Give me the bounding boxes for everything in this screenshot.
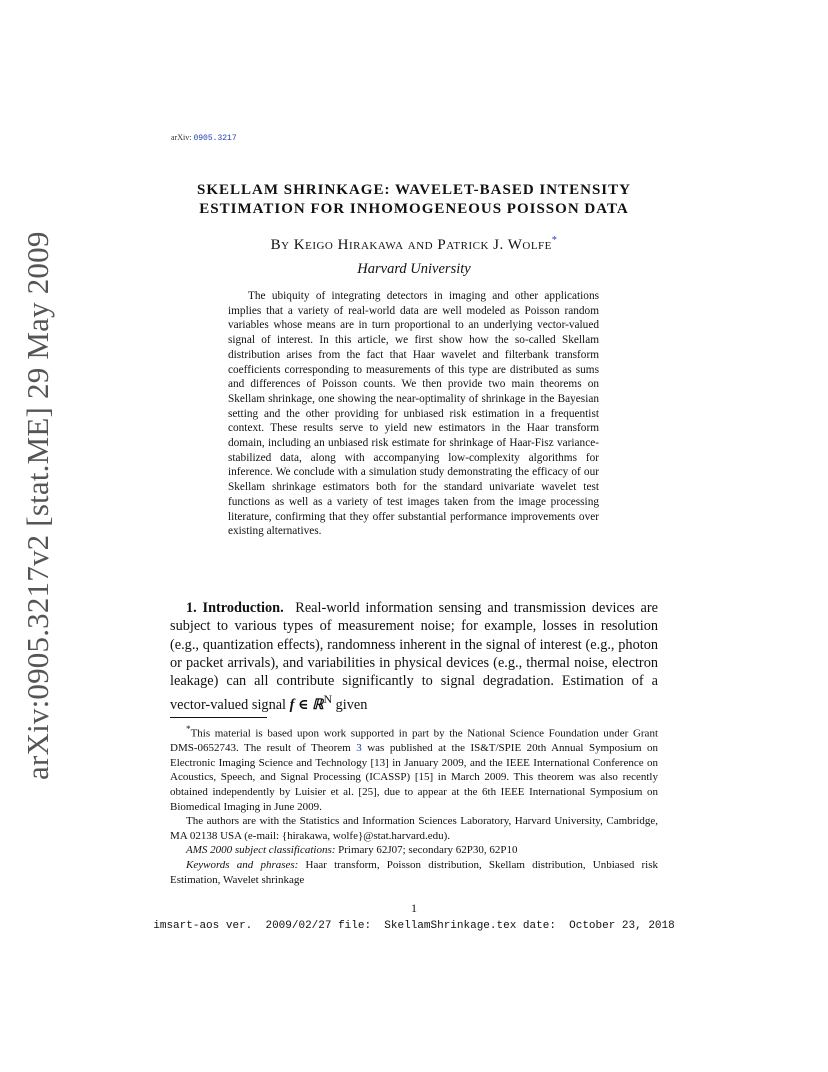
title-line-2: ESTIMATION FOR INHOMOGENEOUS POISSON DATA (199, 201, 629, 217)
footnote-rule (170, 717, 267, 718)
theorem-ref-link[interactable]: 3 (356, 742, 362, 755)
arxiv-header (171, 133, 237, 143)
ams-classifications (170, 843, 658, 858)
section-heading: 1. Introduction. (186, 600, 284, 616)
arxiv-id-link[interactable]: 0905.3217 (193, 134, 237, 143)
intro-paragraph (170, 599, 658, 715)
keywords-label: Keywords and phrases: (186, 859, 299, 871)
paper-title (170, 181, 658, 219)
arxiv-side-stamp: arXiv:0905.3217v2 [stat.ME] 29 May 2009 (20, 231, 55, 780)
intro-math-sup: N (323, 692, 333, 707)
page-number: 1 (411, 901, 417, 915)
footnote-funding-b: was published at the IS&T/SPIE 20th Annual Symposium on Electronic Imaging Science and Technology [13] in January 2009, and the IEEE International Conference on Acoustics, Speech, and Signal Processing (ICASSP) [15] in March 2009. This theorem was also recently obtained independently by Luisier et al. [25], due to appear at the 6th IEEE International Symposium on Biomedical Imaging in June 2009. (170, 742, 659, 813)
intro-math: f ∈ ℝ (289, 697, 324, 714)
keywords (170, 858, 658, 887)
footnote-funding (170, 722, 658, 814)
abstract-text: The ubiquity of integrating detectors in imaging and other applications implies that a variety of real-world data are well modeled as Poisson random variables whose means are in turn proportional to an underlying vector-valued signal of interest. In this article, we first show how the so-called Skellam distribution arises from the fact that Haar wavelet and filterbank transform coefficients corresponding to measurements of this type are distributed as sums and differences of Poisson counts. We then provide two main theorems on Skellam shrinkage, one showing the near-optimality of shrinkage in the Bayesian setting and the other providing for unbiased risk estimation in a frequentist context. These results serve to yield new estimators in the Haar transform domain, including an unbiased risk estimate for shrinkage of Haar-Fisz variance-stabilized data, along with accompanying low-complexity algorithms for inference. We conclude with a simulation study demonstrating the efficacy of our Skellam shrinkage estimators both for the standard univariate wavelet test functions as well as a variety of test images taken from the image processing literature, confirming that they offer substantial performance improvements over existing alternatives. (228, 290, 599, 538)
footnote-mark: * (186, 724, 191, 734)
footnotes (170, 722, 658, 887)
introduction-section (170, 599, 658, 715)
abstract (228, 289, 599, 539)
authors (170, 235, 658, 254)
affiliation: Harvard University (357, 261, 471, 277)
intro-tail: given (335, 697, 368, 714)
author-names: By Keigo Hirakawa and Patrick J. Wolfe (270, 237, 552, 253)
intro-text: Real-world information sensing and transmission devices are subject to various types of measurement noise; for example, losses in resolution (e.g., quantization effects), randomness inherent in the signal of interest (e.g., photon or packet arrivals), and variabilities in physical devices (e.g., thermal noise, electron leakage) can all contribute significantly to signal degradation. Estimation of a vector-valued signal (170, 600, 658, 714)
footnote-authors: The authors are with the Statistics and Information Sciences Laboratory, Harvard University, Cambridge, MA 02138 USA (e-mail: {hirakawa, wolfe}@stat.harvard.edu). (170, 815, 658, 842)
ams-label: AMS 2000 subject classifications: (186, 844, 336, 857)
ams-text: Primary 62J07; secondary 62P30, 62P10 (338, 844, 518, 857)
author-footnote-mark[interactable]: * (551, 235, 558, 246)
footnote-funding-a: This material is based upon work supported in part by the National Science Foundation under Grant DMS-0652743. The result of Theorem (170, 727, 658, 755)
arxiv-prefix: arXiv: (171, 133, 192, 142)
title-line-1: SKELLAM SHRINKAGE: WAVELET-BASED INTENSITY (197, 182, 631, 198)
keywords-text: Haar transform, Poisson distribution, Skellam distribution, Unbiased risk Estimation, Wavelet shrinkage (170, 859, 659, 886)
imsart-stamp: imsart-aos ver. 2009/02/27 file: SkellamShrinkage.tex date: October 23, 2018 (153, 920, 675, 932)
